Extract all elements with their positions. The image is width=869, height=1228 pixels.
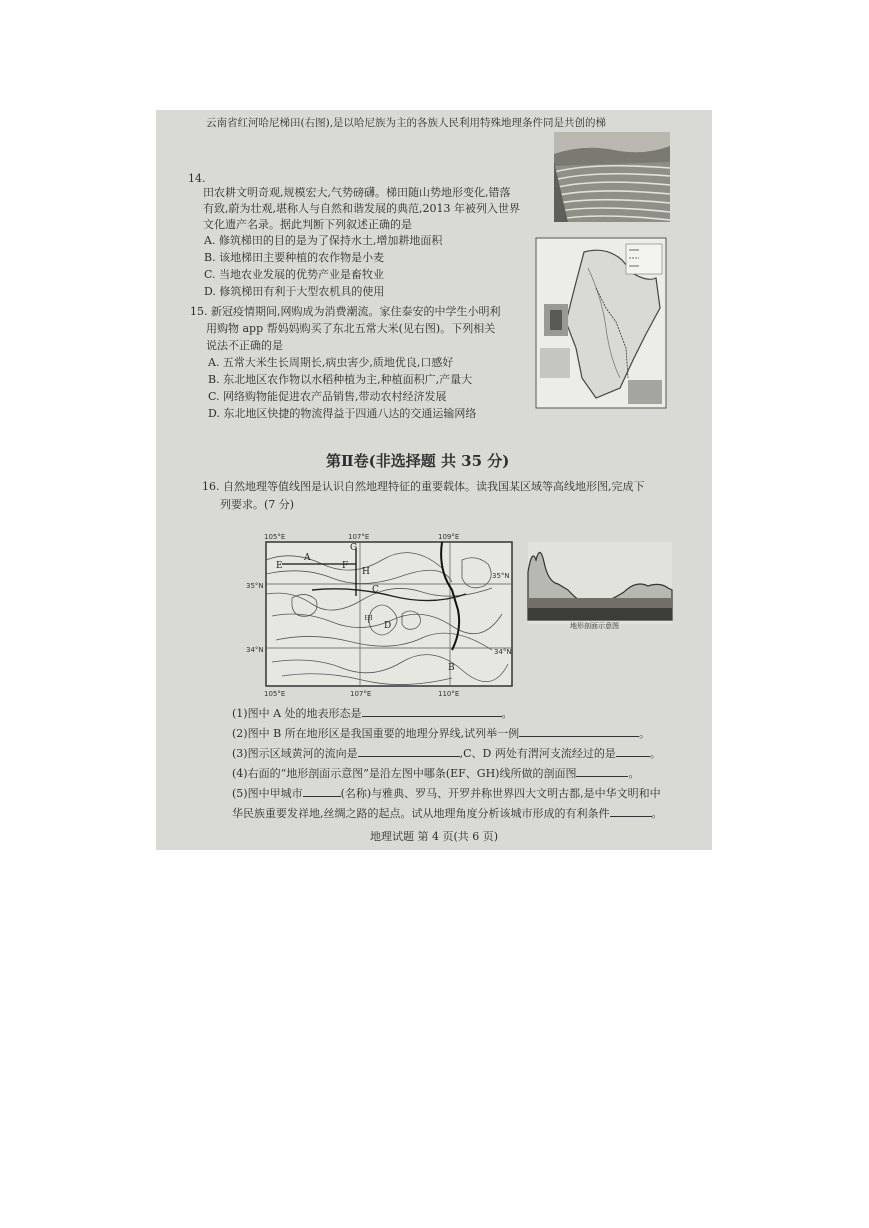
q15-line-3: 说法不正确的是 bbox=[206, 339, 283, 352]
contour-map bbox=[246, 530, 522, 700]
q16-item-5-text: (5)图中甲城市 bbox=[232, 787, 303, 800]
map-lon-105-bottom: 105°E bbox=[264, 690, 286, 698]
q16-intro-line-1: 16. 自然地理等值线图是认识自然地理特征的重要载体。读我国某区域等高线地形图,完成下 bbox=[202, 480, 645, 493]
map-label-c: C bbox=[372, 585, 379, 595]
q15-line-1: 15. 新冠疫情期间,网购成为消费潮流。家住泰安的中学生小明利 bbox=[190, 305, 501, 318]
q14-line-4: 文化遗产名录。据此判断下列叙述正确的是 bbox=[203, 218, 412, 231]
q15-option-c: C. 网络购物能促进农产品销售,带动农村经济发展 bbox=[208, 390, 447, 403]
q16-item-1-blank[interactable] bbox=[362, 706, 502, 717]
q14-option-b: B. 该地梯田主要种植的农作物是小麦 bbox=[204, 251, 385, 264]
q16-item-5-text-3: 华民族重要发祥地,丝绸之路的起点。试从地理角度分析该城市形成的有利条件 bbox=[232, 807, 610, 820]
q16-item-1-text: (1)图中 A 处的地表形态是 bbox=[232, 707, 362, 720]
q14-line-1: 云南省红河哈尼梯田(右图),是以哈尼族为主的各族人民利用特殊地理条件同是共创的梯 bbox=[206, 117, 607, 129]
q16-item-1: (1)图中 A 处的地表形态是 。 bbox=[232, 707, 513, 720]
map-lon-105: 105°E bbox=[264, 533, 286, 541]
q15-option-d: D. 东北地区快捷的物流得益于四通八达的交通运输网络 bbox=[208, 407, 477, 420]
terrace-photo bbox=[554, 132, 670, 222]
profile-caption: 地形剖面示意图 bbox=[570, 622, 619, 630]
map-label-d: D bbox=[384, 621, 392, 631]
q16-item-3-blank-1[interactable] bbox=[358, 746, 460, 757]
q16-item-4: (4)右面的“地形剖面示意图”是沿左图中哪条(EF、GH)线所做的剖面图 。 bbox=[232, 767, 640, 780]
map-lat-34: 34°N bbox=[246, 646, 264, 654]
q16-item-3: (3)图示区域黄河的流向是 ,C、D 两处有渭河支流经过的是 。 bbox=[232, 747, 661, 760]
map-label-h: H bbox=[362, 567, 370, 577]
q16-item-5-text-2: (名称)与雅典、罗马、开罗并称世界四大文明古都,是中华文明和中 bbox=[340, 787, 661, 800]
map-lon-107: 107°E bbox=[348, 533, 370, 541]
q14-option-d: D. 修筑梯田有利于大型农机具的使用 bbox=[204, 285, 385, 298]
q14-option-c: C. 当地农业发展的优势产业是畜牧业 bbox=[204, 268, 385, 281]
exam-page bbox=[156, 110, 712, 850]
q16-item-5-blank-1[interactable] bbox=[303, 786, 341, 797]
map-label-f: F bbox=[342, 561, 349, 571]
page-footer: 地理试题 第 4 页(共 6 页) bbox=[370, 830, 499, 843]
map-lat-35: 35°N bbox=[246, 582, 264, 590]
terrain-profile bbox=[528, 542, 672, 624]
q16-item-4-blank[interactable] bbox=[576, 766, 628, 777]
map-lat-34-right: 34°N bbox=[494, 648, 512, 656]
q15-option-a: A. 五常大米生长周期长,病虫害少,质地优良,口感好 bbox=[208, 356, 454, 369]
map-label-a: A bbox=[304, 553, 311, 563]
q16-item-5-blank-2[interactable] bbox=[610, 806, 652, 817]
q16-item-2: (2)图中 B 所在地形区是我国重要的地理分界线,试列举一例 。 bbox=[232, 727, 651, 740]
q16-intro-line-2: 列要求。(7 分) bbox=[220, 498, 295, 511]
q14-option-a: A. 修筑梯田的目的是为了保持水土,增加耕地面积 bbox=[204, 234, 443, 247]
q16-item-3-blank-2[interactable] bbox=[616, 746, 650, 757]
section-title: 第Ⅱ卷(非选择题 共 35 分) bbox=[326, 452, 510, 470]
q14-line-3: 有致,蔚为壮观,堪称人与自然和谐发展的典范,2013 年被列入世界 bbox=[203, 202, 520, 215]
q16-item-5 bbox=[232, 786, 661, 801]
q16-item-5-line-2: 华民族重要发祥地,丝绸之路的起点。试从地理角度分析该城市形成的有利条件 。 bbox=[232, 807, 663, 820]
q15-option-b: B. 东北地区农作物以水稻种植为主,种植面积广,产量大 bbox=[208, 373, 473, 386]
map-label-e: E bbox=[276, 561, 283, 571]
map-lon-110-bottom: 110°E bbox=[438, 690, 460, 698]
map-label-b: B bbox=[448, 663, 455, 673]
map-lon-109: 109°E bbox=[438, 533, 460, 541]
map-lon-107-bottom: 107°E bbox=[350, 690, 372, 698]
q14-number: 14. bbox=[188, 172, 206, 185]
q16-item-2-text: (2)图中 B 所在地形区是我国重要的地理分界线,试列举一例 bbox=[232, 727, 520, 740]
q16-item-3-text-2: ,C、D 两处有渭河支流经过的是 bbox=[459, 747, 616, 760]
map-label-jia: 甲 bbox=[364, 615, 374, 625]
northeast-china-map bbox=[536, 238, 666, 408]
map-lat-35-right: 35°N bbox=[492, 572, 510, 580]
q14-line-2: 田农耕文明奇观,规模宏大,气势磅礴。梯田随山势地形变化,错落 bbox=[203, 186, 511, 199]
q16-item-3-text: (3)图示区域黄河的流向是 bbox=[232, 747, 358, 760]
map-label-g: G bbox=[350, 543, 358, 553]
q16-item-4-text: (4)右面的“地形剖面示意图”是沿左图中哪条(EF、GH)线所做的剖面图 bbox=[232, 767, 577, 780]
q16-item-2-blank[interactable] bbox=[519, 726, 639, 737]
q15-line-2: 用购物 app 帮妈妈购买了东北五常大米(见右图)。下列相关 bbox=[206, 322, 496, 335]
